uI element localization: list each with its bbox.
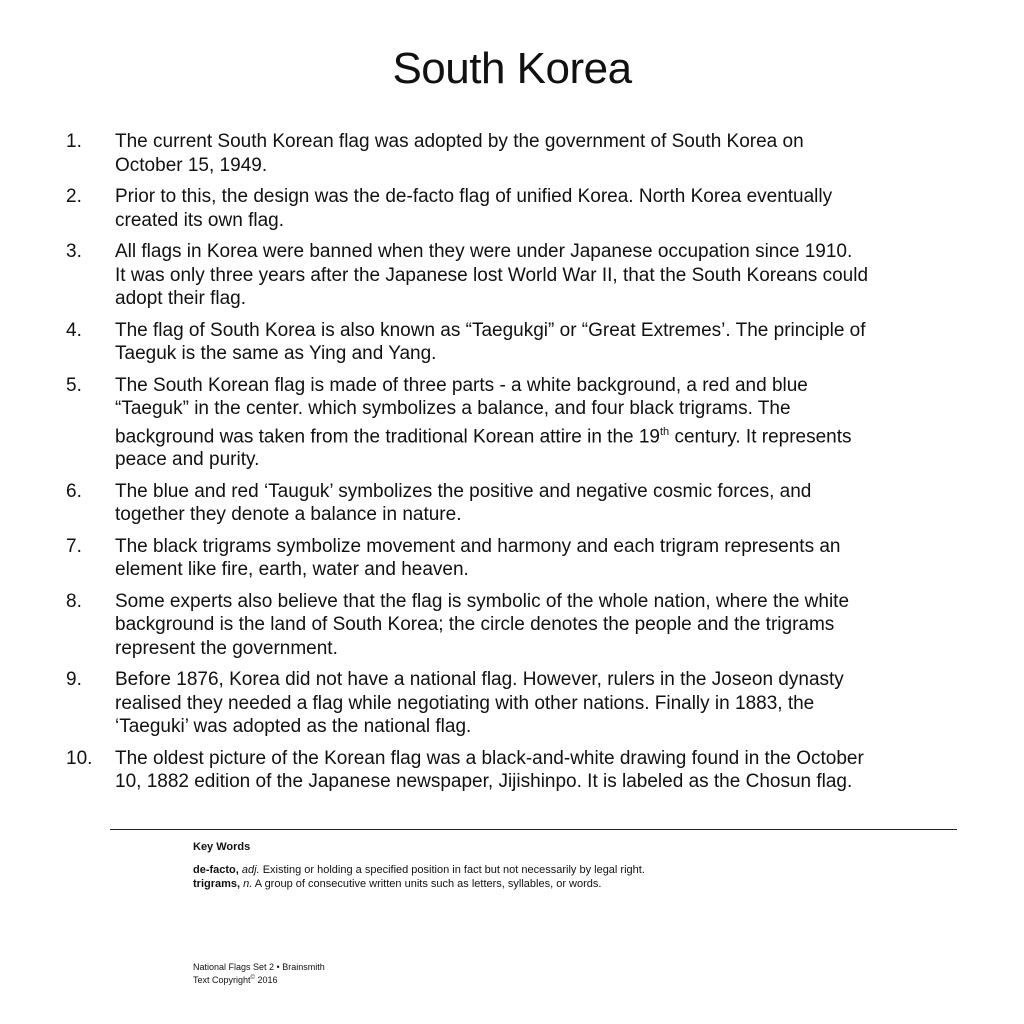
fact-item-8 (66, 590, 966, 661)
key-word-pos: n. (243, 878, 253, 890)
fact-item-1 (66, 130, 966, 177)
fact-number: 6. (66, 480, 82, 502)
fact-text: The flag of South Korea is also known as “Taegukgi” or “Great Extremes’. The principle of Taeguk is the same as Ying and Yang. (115, 319, 866, 364)
fact-text: Before 1876, Korea did not have a national flag. However, rulers in the Joseon dynasty realised they needed a flag while negotiating with other nations. Finally in 1883, the ‘Taeguki’ was adopted as the national flag. (115, 669, 844, 738)
fact-text: The current South Korean flag was adopted by the government of South Korea on October 15, 1949. (115, 131, 804, 176)
fact-item-7 (66, 535, 966, 582)
fact-item-4 (66, 319, 966, 366)
fact-number: 4. (66, 319, 82, 341)
fact-number: 1. (66, 131, 82, 152)
key-word-term: de-facto, (193, 864, 239, 876)
fact-text-part: century. It represents peace and purity. (115, 425, 852, 471)
fact-text: The black trigrams symbolize movement and harmony and each trigram represents an element like fire, earth, water and heaven. (115, 535, 841, 581)
key-word-pos: adj. (241, 864, 260, 876)
fact-text: All flags in Korea were banned when they were under Japanese occupation since 1910. It was only three years after the Japanese lost World War II, that the South Koreans could adopt their flag. (115, 241, 869, 309)
key-word-entry (193, 877, 893, 891)
superscript: th (660, 425, 670, 438)
fact-item-10 (66, 747, 966, 794)
fact-number: 10. (66, 747, 93, 769)
copyright-symbol: © (250, 975, 255, 981)
copyright-text: Text Copyright (193, 975, 251, 985)
fact-text (115, 374, 966, 472)
fact-item-6 (66, 480, 966, 527)
key-words-heading: Key Words (193, 841, 251, 853)
fact-number: 9. (66, 669, 82, 691)
fact-text: The oldest picture of the Korean flag was a black-and-white drawing found in the October 10, 1882 edition of the Japanese newspaper, Jijishinpo. It is labeled as the Chosun flag. (115, 747, 864, 793)
fact-number: 5. (66, 374, 82, 396)
fact-text: Prior to this, the design was the de-facto flag of unified Korea. North Korea eventually created its own flag. (115, 186, 833, 231)
key-word-term: trigrams, (193, 878, 241, 890)
facts-list (66, 130, 966, 802)
fact-text: Some experts also believe that the flag is symbolic of the whole nation, where the white background is the land of South Korea; the circle denotes the people and the trigrams represent the government. (115, 590, 850, 659)
fact-text: The blue and red ‘Tauguk’ symbolizes the positive and negative cosmic forces, and together they denote a balance in nature. (115, 480, 812, 526)
key-word-definition: A group of consecutive written units such as letters, syllables, or words. (254, 878, 602, 890)
key-words-section (193, 840, 893, 891)
key-word-definition: Existing or holding a specified position in fact but not necessarily by legal right. (262, 864, 645, 876)
fact-item-3 (66, 240, 966, 311)
footer-series: National Flags Set 2 • Brainsmith (193, 962, 325, 972)
fact-item-9 (66, 668, 966, 739)
fact-item-5 (66, 374, 966, 472)
footer (193, 962, 325, 986)
page-title: South Korea (392, 44, 632, 93)
fact-number: 2. (66, 186, 82, 207)
fact-text-part: The South Korean flag is made of three parts - a white background, a red and blue “Taeguk” in the center. which symbolizes a balance, and four black trigrams. The background was taken from the traditional Korean attire in the 19 (115, 374, 808, 447)
copyright-year: 2016 (254, 975, 278, 985)
footer-copyright (193, 973, 325, 986)
fact-item-2 (66, 185, 966, 232)
fact-number: 7. (66, 535, 82, 557)
divider-line (110, 829, 957, 830)
fact-number: 8. (66, 590, 82, 612)
key-word-entry (193, 863, 893, 877)
fact-number: 3. (66, 241, 82, 262)
